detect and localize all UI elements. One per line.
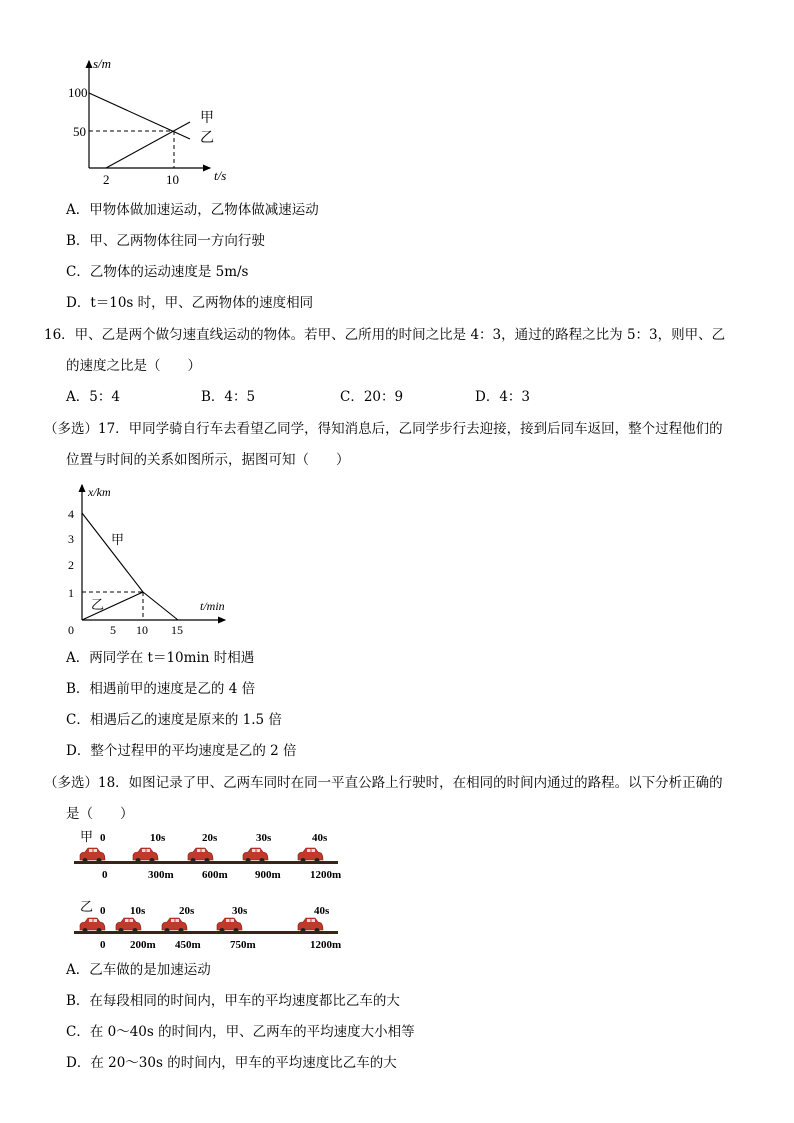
q16-stem-line2: 的速度之比是（ ） [66, 358, 201, 374]
q18-jia-car [133, 848, 158, 863]
q15-chart [60, 55, 240, 190]
q18-jia-time: 10s [150, 832, 166, 844]
q18-jia-time: 30s [256, 832, 272, 844]
q18-track-yi-label: 乙 [80, 899, 94, 914]
q17-y-tick: 1 [68, 586, 74, 600]
q18-jia-car [298, 848, 323, 863]
q18-yi-time: 40s [314, 905, 330, 917]
q18-yi-car [217, 918, 242, 933]
q16-stem-line1: 16．甲、乙是两个做匀速直线运动的物体。若甲、乙所用的时间之比是 4：3，通过的路程之比为 5：3，则甲、乙 [44, 327, 726, 343]
q17-chart [60, 480, 240, 640]
q18-jia-distance: 0 [102, 869, 108, 881]
q17-x-tick: 10 [136, 623, 148, 637]
q15-option-c: C．乙物体的运动速度是 5m/s [66, 264, 249, 280]
q15-legend-yi: 乙 [200, 131, 214, 146]
q18-yi-time: 20s [179, 905, 195, 917]
q18-yi-distance: 1200m [310, 939, 342, 951]
q18-yi-car [162, 918, 187, 933]
q17-option-b: B．相遇前甲的速度是乙的 4 倍 [66, 681, 256, 697]
q16-option-a: A．5：4 [66, 389, 120, 405]
q18-yi-car [80, 918, 105, 933]
q18-jia-car [80, 848, 105, 863]
q15-series-yi [106, 122, 190, 168]
q17-stem-line1: （多选）17．甲同学骑自行车去看望乙同学，得知消息后，乙同学步行去迎接，接到后同车返回，整个过程他们的 [44, 421, 723, 437]
q17-y-label: x/km [88, 485, 111, 499]
q17-option-c: C．相遇后乙的速度是原来的 1.5 倍 [66, 712, 282, 728]
q17-stem-line2: 位置与时间的关系如图所示，据图可知（ ） [66, 452, 350, 468]
q18-jia-time: 40s [312, 832, 328, 844]
q18-yi-road [74, 931, 338, 934]
q15-series-jia [89, 93, 190, 139]
q18-option-c: C．在 0～40s 的时间内，甲、乙两车的平均速度大小相等 [66, 1024, 415, 1040]
q17-y-tick: 2 [68, 558, 74, 572]
q18-yi-time: 0 [100, 905, 106, 917]
q18-diagram [72, 826, 362, 956]
q18-jia-time: 0 [100, 832, 106, 844]
q17-x-tick: 5 [110, 623, 116, 637]
q15-x-tick: 2 [103, 172, 110, 187]
q16-option-c: C．20：9 [340, 389, 404, 405]
q17-x-label: t/min [200, 599, 225, 613]
q15-option-b: B．甲、乙两物体往同一方向行驶 [66, 233, 265, 249]
q18-yi-car [298, 918, 323, 933]
q18-yi-distance: 200m [130, 939, 156, 951]
q18-yi-distance: 0 [100, 939, 106, 951]
q17-y-tick: 3 [68, 532, 74, 546]
q17-option-d: D．整个过程甲的平均速度是乙的 2 倍 [66, 743, 297, 759]
q17-option-a: A．两同学在 t＝10min 时相遇 [66, 650, 255, 666]
q18-yi-distance: 450m [175, 939, 201, 951]
q18-yi-car [116, 918, 141, 933]
q15-y-tick: 100 [68, 85, 88, 100]
q18-jia-distance: 600m [202, 869, 228, 881]
q18-stem-line2: 是（ ） [66, 806, 134, 822]
q15-y-label: s/m [93, 56, 112, 71]
q17-label-jia: 甲 [111, 532, 125, 547]
q18-track-jia-label: 甲 [80, 829, 94, 844]
q17-x-tick: 15 [171, 623, 183, 637]
q15-option-d: D．t＝10s 时，甲、乙两物体的速度相同 [66, 295, 314, 311]
q18-yi-distance: 750m [230, 939, 256, 951]
q18-option-a: A．乙车做的是加速运动 [66, 962, 211, 978]
q18-option-b: B．在每段相同的时间内，甲车的平均速度都比乙车的大 [66, 993, 400, 1009]
q18-jia-road [74, 861, 338, 864]
q17-label-yi: 乙 [91, 597, 105, 612]
q18-jia-distance: 300m [148, 869, 174, 881]
q18-yi-time: 10s [130, 905, 146, 917]
q18-jia-car [188, 848, 213, 863]
q15-y-tick: 50 [73, 124, 86, 139]
q18-yi-time: 30s [232, 905, 248, 917]
q16-option-b: B．4：5 [201, 389, 256, 405]
q18-jia-time: 20s [202, 832, 218, 844]
q16-option-d: D．4：3 [475, 389, 531, 405]
q15-x-label: t/s [214, 168, 227, 183]
q17-y-tick: 4 [68, 507, 74, 521]
q18-stem-line1: （多选）18．如图记录了甲、乙两车同时在同一平直公路上行驶时，在相同的时间内通过的路程。以下分析正确的 [44, 775, 723, 791]
q18-option-d: D．在 20～30s 的时间内，甲车的平均速度比乙车的大 [66, 1055, 397, 1071]
q18-jia-car [243, 848, 268, 863]
q18-jia-distance: 1200m [310, 869, 342, 881]
q15-legend-jia: 甲 [200, 111, 214, 126]
q15-x-tick: 10 [166, 172, 179, 187]
q18-jia-distance: 900m [255, 869, 281, 881]
q15-option-a: A．甲物体做加速运动，乙物体做减速运动 [66, 202, 319, 218]
q17-x-tick: 0 [68, 623, 74, 637]
